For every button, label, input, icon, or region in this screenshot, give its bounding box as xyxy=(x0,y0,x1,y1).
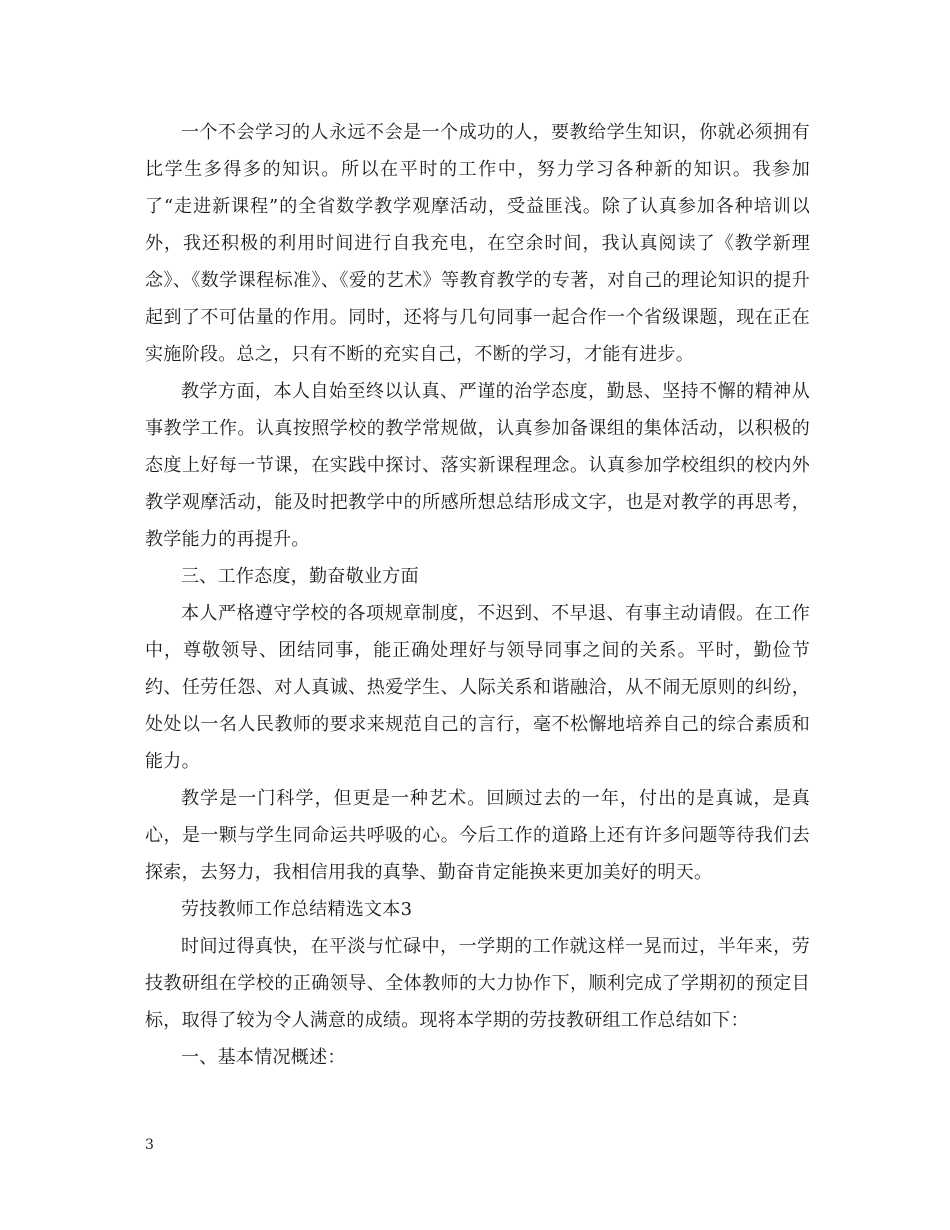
paragraph-teaching-art: 教学是一门科学，但更是一种艺术。回顾过去的一年，付出的是真诚，是真心，是一颗与学生同命运共呼吸的心。今后工作的道路上还有许多问题等待我们去探索，去努力，我相信用我的真挚、勤奋肯定能换来更加美好的明天。 xyxy=(145,788,810,883)
document-body xyxy=(145,114,810,1076)
paragraph-learning: 一个不会学习的人永远不会是一个成功的人，要教给学生知识，你就必须拥有比学生多得多的知识。所以在平时的工作中，努力学习各种新的知识。我参加了“走进新课程”的全省数学教学观摩活动，受益匪浅。除了认真参加各种培训以外，我还积极的利用时间进行自我充电，在空余时间，我认真阅读了《教学新理念》、《数学课程标准》、《爱的艺术》等教育教学的专著，对自己的理论知识的提升起到了不可估量的作用。同时，还将与几句同事一起合作一个省级课题，现在正在实施阶段。总之，只有不断的充实自己，不断的学习，才能有进步。 xyxy=(145,122,810,365)
section-heading-work-attitude: 三、工作态度，勤奋敬业方面 xyxy=(181,566,419,587)
section-heading-summary-3: 劳技教师工作总结精选文本3 xyxy=(181,899,413,920)
section-heading-overview: 一、基本情况概述： xyxy=(181,1047,346,1068)
paragraph-teaching: 教学方面，本人自始至终以认真、严谨的治学态度，勤恳、坚持不懈的精神从事教学工作。认真按照学校的教学常规做，认真参加备课组的集体活动，以积极的态度上好每一节课，在实践中探讨、落实新课程理念。认真参加学校组织的校内外教学观摩活动，能及时把教学中的所感所想总结形成文字，也是对教学的再思考，教学能力的再提升。 xyxy=(145,381,810,550)
paragraph-discipline: 本人严格遵守学校的各项规章制度，不迟到、不早退、有事主动请假。在工作中，尊敬领导、团结同事，能正确处理好与领导同事之间的关系。平时，勤俭节约、任劳任怨、对人真诚、热爱学生、人际关系和谐融洽，从不闹无原则的纠纷，处处以一名人民教师的要求来规范自己的言行，毫不松懈地培养自己的综合素质和能力。 xyxy=(145,603,810,772)
page-number: 3 xyxy=(145,1137,154,1153)
paragraph-semester: 时间过得真快，在平淡与忙碌中，一学期的工作就这样一晃而过，半年来，劳技教研组在学校的正确领导、全体教师的大力协作下，顺利完成了学期初的预定目标，取得了较为令人满意的成绩。现将本学期的劳技教研组工作总结如下： xyxy=(145,936,810,1031)
